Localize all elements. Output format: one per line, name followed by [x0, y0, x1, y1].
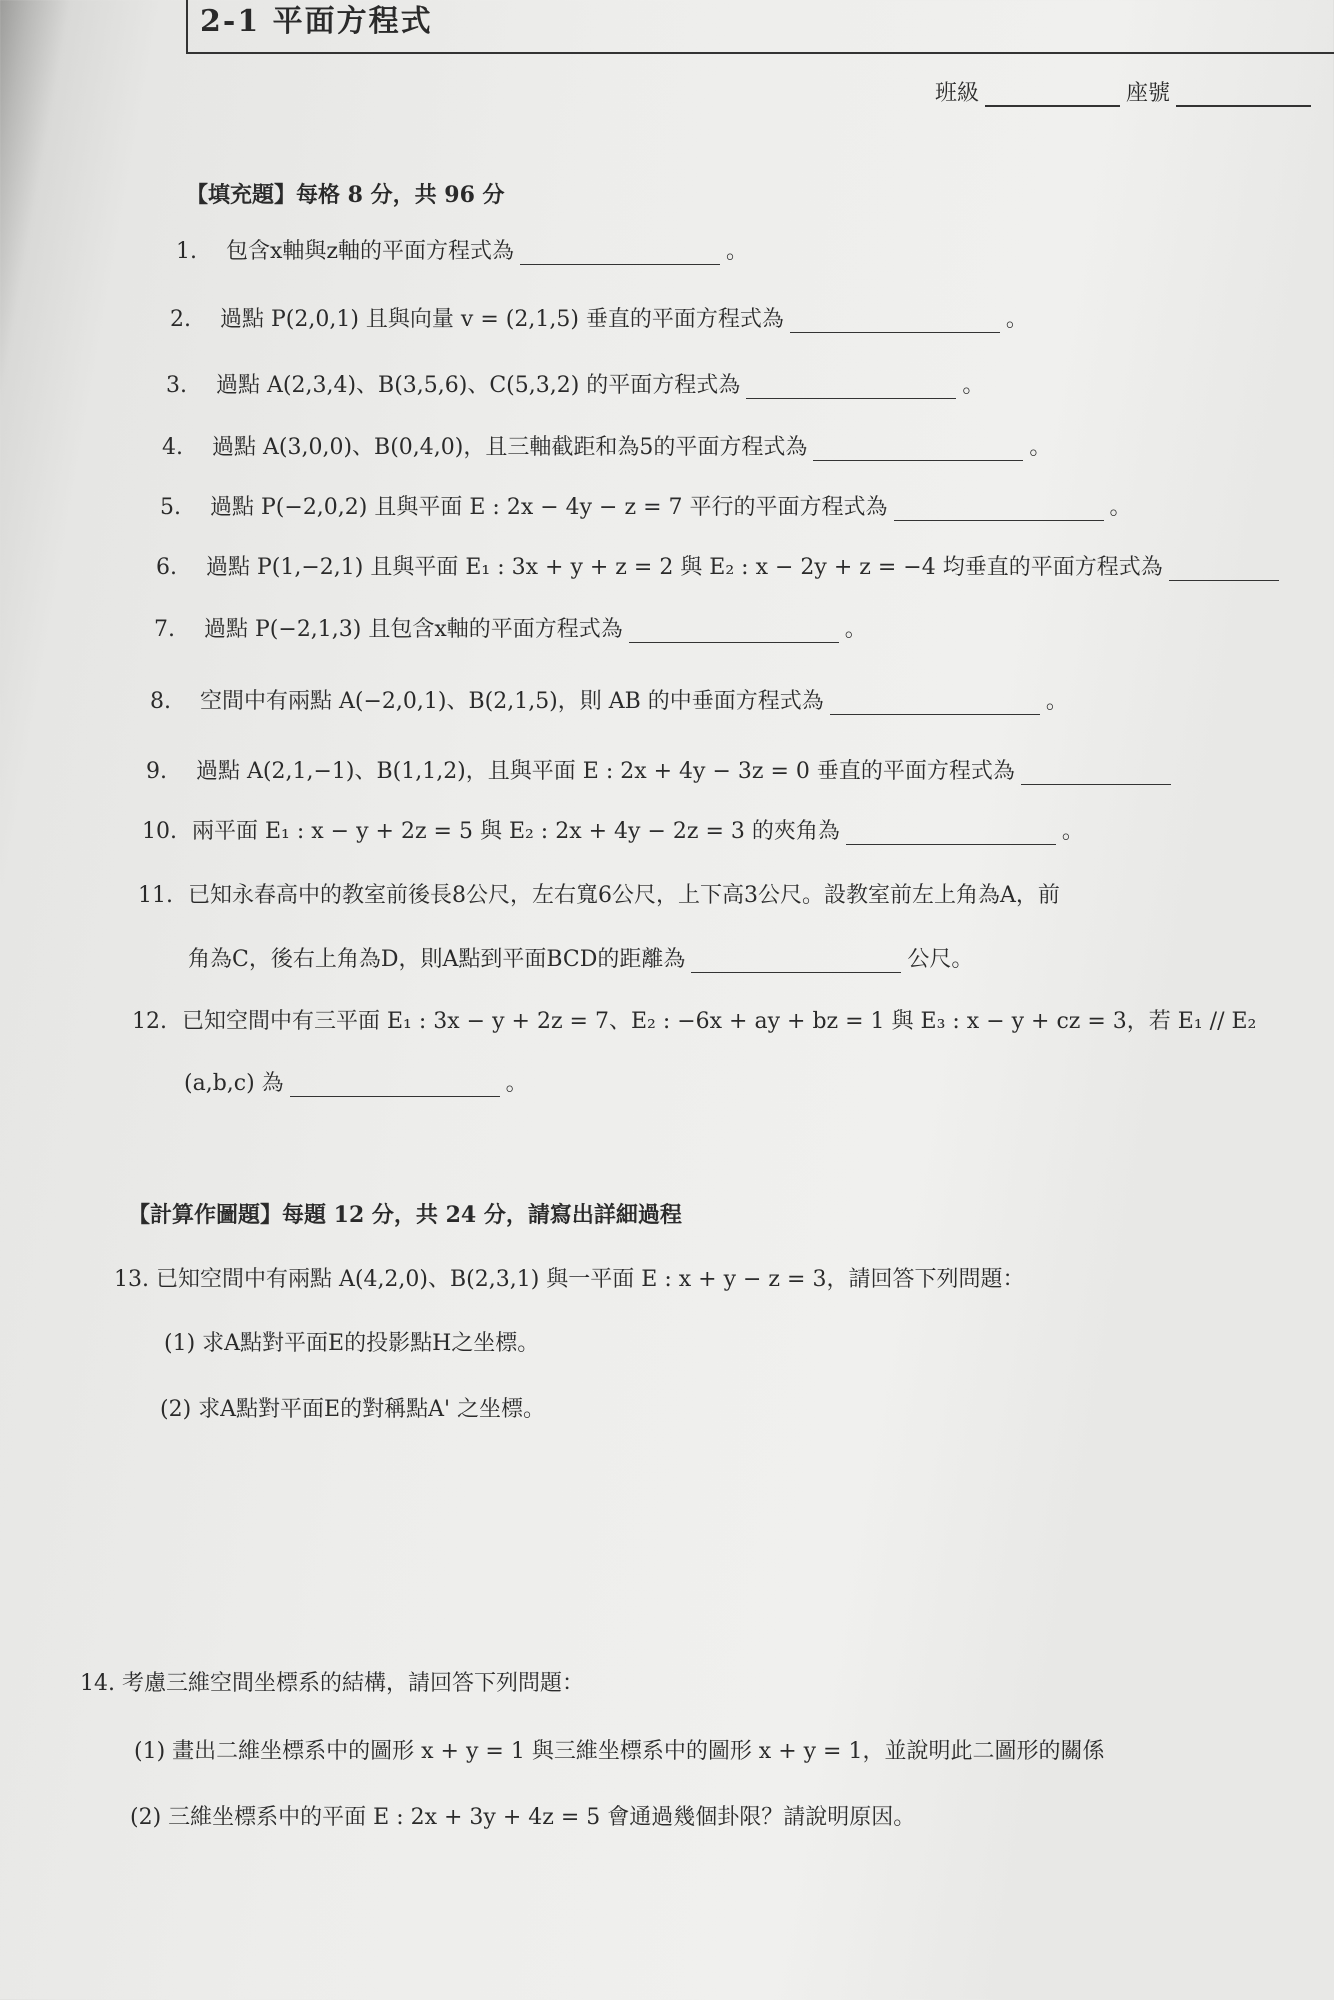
seat-label: 座號: [1126, 81, 1171, 106]
question-13-part-1: (1) 求A點對平面E的投影點H之坐標。: [164, 1331, 540, 1356]
question-4: 4. 過點 A(3,0,0)、B(0,4,0)，且三軸截距和為5的平面方程式為 。: [162, 435, 1052, 460]
answer-blank[interactable]: [1169, 558, 1279, 581]
answer-blank[interactable]: [746, 376, 956, 399]
question-14-part-1: (1) 畫出二維坐標系中的圖形 x + y = 1 與三維坐標系中的圖形 x + y = 1，並說明此二圖形的關係: [134, 1739, 1105, 1764]
page-title: 2-1 平面方程式: [200, 4, 433, 39]
question-8: 8. 空間中有兩點 A(−2,0,1)、B(2,1,5)，則 AB 的中垂面方程式為 。: [150, 689, 1068, 714]
question-13-part-2: (2) 求A點對平面E的對稱點A' 之坐標。: [160, 1397, 546, 1422]
class-label: 班級: [935, 81, 980, 106]
question-9: 9. 過點 A(2,1,−1)、B(1,1,2)，且與平面 E : 2x + 4y − 3z = 0 垂直的平面方程式為: [146, 754, 1177, 785]
answer-blank[interactable]: [894, 498, 1104, 521]
answer-blank[interactable]: [629, 620, 839, 643]
question-14-part-2: (2) 三維坐標系中的平面 E : 2x + 3y + 4z = 5 會通過幾個卦限？請說明原因。: [130, 1805, 916, 1830]
question-13: 13. 已知空間中有兩點 A(4,2,0)、B(2,3,1) 與一平面 E : x + y − z = 3，請回答下列問題：: [114, 1267, 1025, 1292]
question-11-cont: 角為C，後右上角為D，則A點到平面BCD的距離為 公尺。: [188, 947, 974, 972]
question-7: 7. 過點 P(−2,1,3) 且包含x軸的平面方程式為 。: [154, 617, 867, 642]
question-2: 2. 過點 P(2,0,1) 且與向量 v = (2,1,5) 垂直的平面方程式為 。: [170, 307, 1028, 332]
question-12: 12. 已知空間中有三平面 E₁ : 3x − y + 2z = 7、E₂ : −6x + ay + bz = 1 與 E₃ : x − y + cz = 3，若 E₁ // E₂: [132, 1009, 1257, 1034]
seat-blank[interactable]: [1176, 85, 1311, 107]
answer-blank[interactable]: [830, 692, 1040, 715]
answer-blank[interactable]: [790, 310, 1000, 333]
question-10: 10. 兩平面 E₁ : x − y + 2z = 5 與 E₂ : 2x + 4y − 2z = 3 的夾角為 。: [142, 819, 1084, 844]
question-11: 11. 已知永春高中的教室前後長8公尺，左右寬6公尺，上下高3公尺。設教室前左上角為A，前: [138, 883, 1060, 908]
question-6: 6. 過點 P(1,−2,1) 且與平面 E₁ : 3x + y + z = 2 與 E₂ : x − 2y + z = −4 均垂直的平面方程式為: [156, 550, 1285, 581]
question-5: 5. 過點 P(−2,0,2) 且與平面 E : 2x − 4y − z = 7 平行的平面方程式為 。: [160, 495, 1132, 520]
answer-blank[interactable]: [813, 438, 1023, 461]
answer-blank[interactable]: [691, 950, 901, 973]
answer-blank[interactable]: [290, 1074, 500, 1097]
fill-section-heading: 【填充題】每格 8 分，共 96 分: [186, 182, 505, 208]
calc-section-heading: 【計算作圖題】每題 12 分，共 24 分，請寫出詳細過程: [128, 1202, 682, 1228]
question-3: 3. 過點 A(2,3,4)、B(3,5,6)、C(5,3,2) 的平面方程式為 。: [166, 373, 985, 398]
question-1: 1. 包含x軸與z軸的平面方程式為 。: [176, 239, 749, 264]
answer-blank[interactable]: [520, 242, 720, 265]
class-seat-fields: [935, 76, 1317, 107]
class-blank[interactable]: [985, 85, 1120, 107]
answer-blank[interactable]: [846, 822, 1056, 845]
question-14: 14. 考慮三維空間坐標系的結構，請回答下列問題：: [80, 1671, 584, 1696]
answer-blank[interactable]: [1021, 762, 1171, 785]
question-12-cont: (a,b,c) 為 。: [184, 1071, 528, 1096]
